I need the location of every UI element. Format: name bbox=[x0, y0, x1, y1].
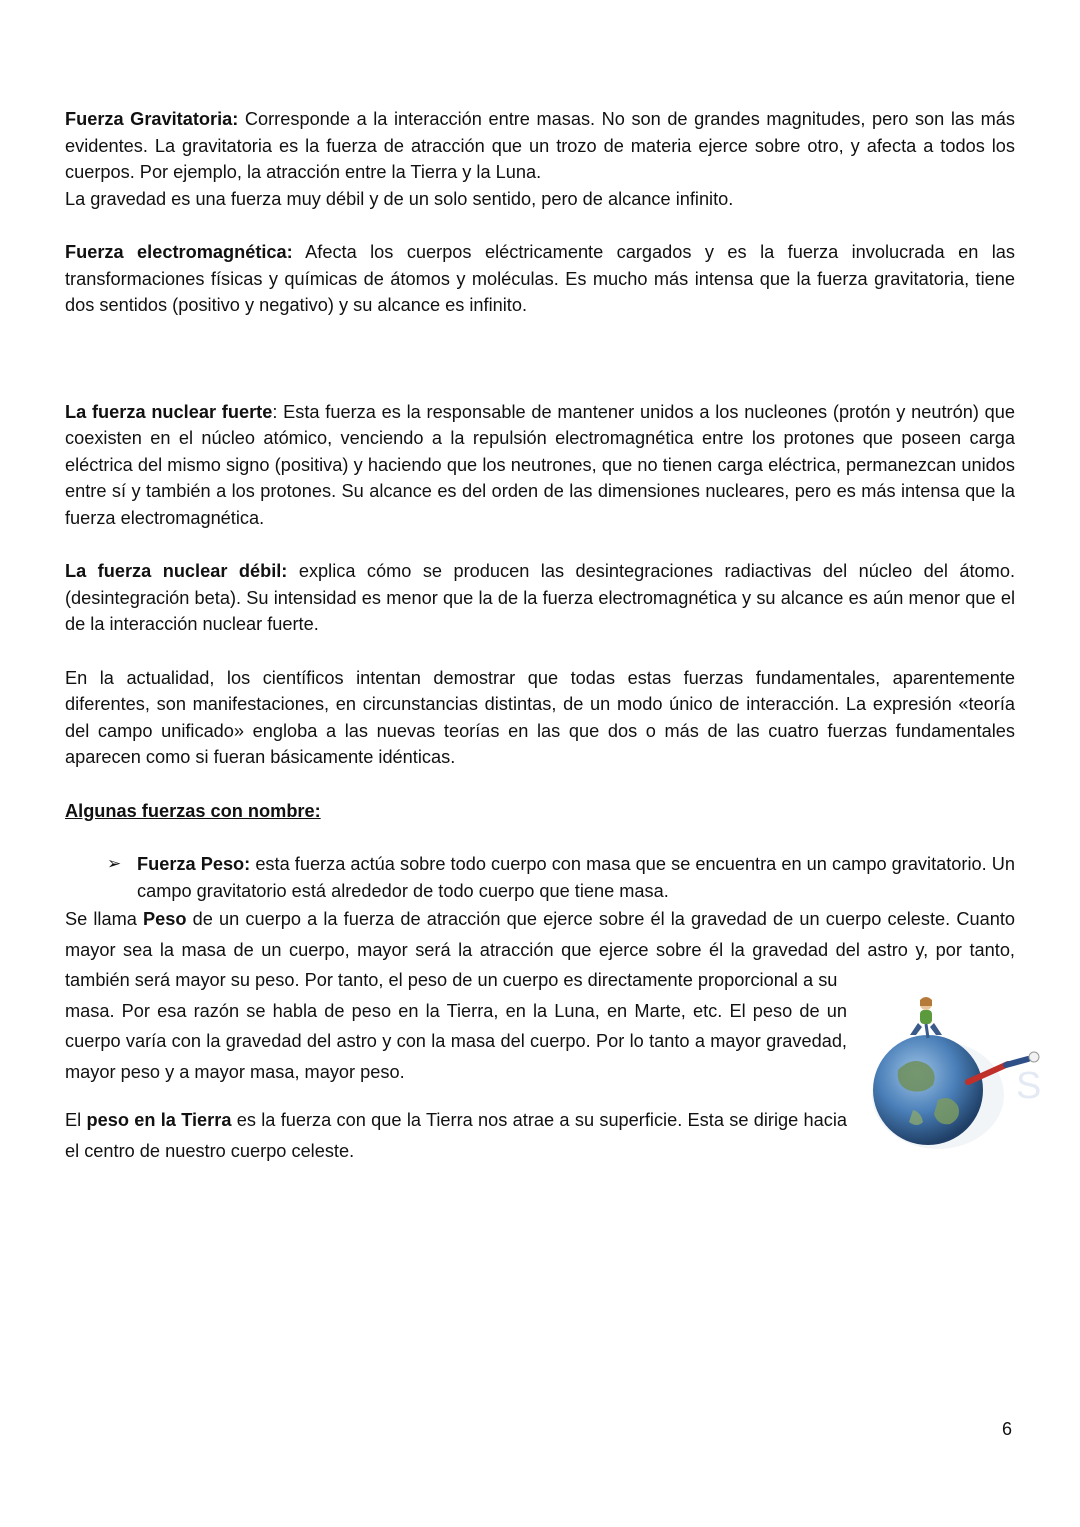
section-heading: Algunas fuerzas con nombre: bbox=[65, 800, 321, 821]
page-number: 6 bbox=[1002, 1419, 1013, 1439]
term-gravitatoria: Fuerza Gravitatoria: bbox=[65, 109, 239, 129]
bullet-text: Fuerza Peso: esta fuerza actúa sobre todo cuerpo con masa que se encuentra en un campo gravitatorio. Un campo gravitatorio está alrededor de todo cuerpo que tiene masa. bbox=[137, 854, 1015, 901]
earth-illustration bbox=[868, 990, 1048, 1150]
term-nuclear-debil: La fuerza nuclear débil: bbox=[65, 561, 288, 581]
svg-text:S: S bbox=[1016, 1065, 1042, 1107]
paragraph-nuclear-debil: La fuerza nuclear débil: explica cómo se producen las desintegraciones radiactivas del núcleo del átomo. (desintegración beta). Su intensidad es menor que la de la fuerza electromagnética y su alcance es aún menor que el de la interacción nuclear fuerte. bbox=[65, 561, 1015, 634]
term-electromagnetica: Fuerza electromagnética: bbox=[65, 242, 293, 262]
paragraph-peso-wrap: masa. Por esa razón se habla de peso en la Tierra, en la Luna, en Marte, etc. El peso de un cuerpo varía con la gravedad del astro y con la masa del cuerpo. Por lo tanto a mayor gravedad, mayor peso y a mayor masa, mayor peso. bbox=[65, 1000, 847, 1082]
paragraph-peso-tierra: El peso en la Tierra es la fuerza con que la Tierra nos atrae a su superficie. Esta se dirige hacia el centro de nuestro cuerpo celeste. bbox=[65, 1110, 847, 1161]
paragraph-actualidad: En la actualidad, los científicos intentan demostrar que todas estas fuerzas fundamentales, aparentemente diferentes, son manifestaciones, en circunstancias distintas, de un modo único de interacción. La expresión «teoría del campo unificado» engloba a las nuevas teorías en las que dos o más de las cuatro fuerzas fundamentales aparecen como si fueran básicamente idénticas. bbox=[65, 667, 1015, 767]
term-nuclear-fuerte: La fuerza nuclear fuerte bbox=[65, 401, 273, 422]
paragraph-gravitatoria: Fuerza Gravitatoria: Corresponde a la interacción entre masas. No son de grandes magnitudes, pero son las más evidentes. La gravitatoria es la fuerza de atracción que un trozo de materia ejerce sobre otro, y afecta a todos los cuerpos. Por ejemplo, la atracción entre la Tierra y la Luna. La gravedad es una fuerza muy débil y de un solo sentido, pero de alcance infinito. bbox=[65, 109, 1015, 209]
paragraph-peso-explicacion: Se llama Peso de un cuerpo a la fuerza de atracción que ejerce sobre él la gravedad de un cuerpo celeste. Cuanto mayor sea la masa de un cuerpo, mayor será la atracción que ejerce sobre él la gravedad del astro y, por tanto, también será mayor su peso. Por tanto, el peso de un cuerpo es directamente proporcional a su bbox=[65, 909, 1015, 990]
term-peso-tierra: peso en la Tierra bbox=[86, 1110, 232, 1130]
term-peso: Peso bbox=[143, 909, 187, 929]
arrow-bullet-icon: ➢ bbox=[107, 854, 122, 873]
paragraph-electromagnetica: Fuerza electromagnética: Afecta los cuerpos eléctricamente cargados y es la fuerza involucrada en las transformaciones físicas y químicas de átomos y moléculas. Es mucho más intensa que la fuerza gravitatoria, tiene dos sentidos (positivo y negativo) y su alcance es infinito. bbox=[65, 242, 1015, 315]
bullet-fuerza-peso bbox=[107, 851, 1015, 904]
term-fuerza-peso: Fuerza Peso: bbox=[137, 854, 251, 874]
paragraph-nuclear-fuerte: La fuerza nuclear fuerte: Esta fuerza es la responsable de mantener unidos a los nucleones (protón y neutrón) que coexisten en el núcleo atómico, venciendo a la repulsión electromagnética entre los protones que poseen carga eléctrica del mismo signo (positiva) y haciendo que los neutrones, que no tienen carga eléctrica, permanezcan unidos entre sí y también a los protones. Su alcance es del orden de las dimensiones nucleares, pero es más intensa que la fuerza electromagnética. bbox=[65, 401, 1015, 528]
